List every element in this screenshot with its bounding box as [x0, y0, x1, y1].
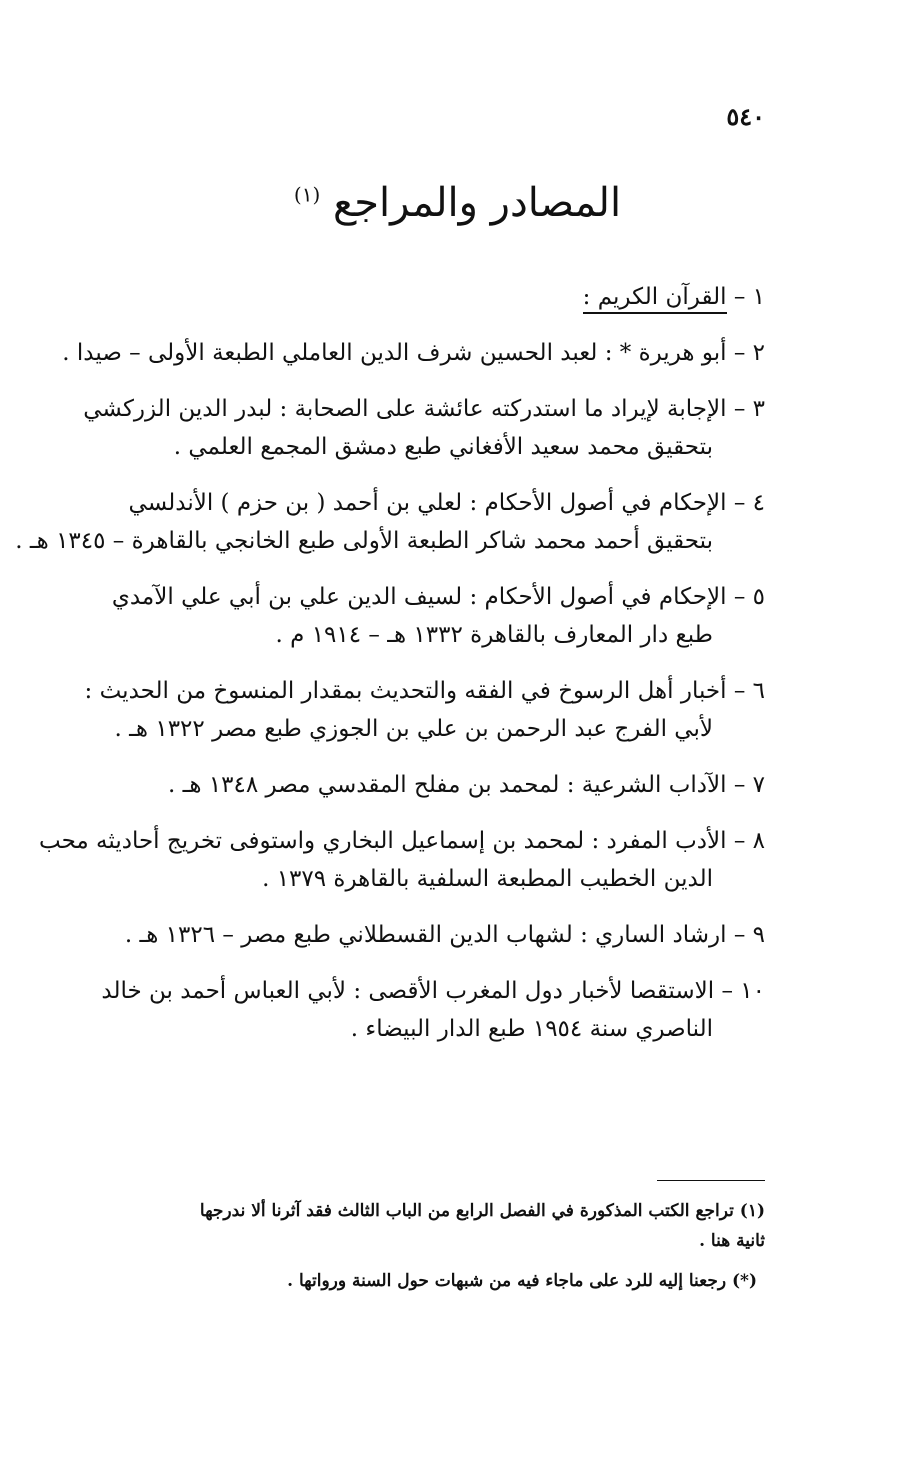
reference-line: [120, 278, 765, 316]
reference-entry: [83, 390, 765, 466]
reference-text: أخبار أهل الرسوخ في الفقه والتحديث بمقدار المنسوخ من الحديث :: [84, 678, 727, 704]
page-title: [0, 180, 915, 226]
title-footnote-marker: (١): [293, 182, 321, 207]
reference-continuation: بتحقيق محمد سعيد الأفغاني طبع دمشق المجمع العلمي .: [173, 434, 713, 460]
footnote-divider: [657, 1180, 765, 1181]
reference-line: [101, 972, 765, 1010]
reference-number: ٤ –: [733, 490, 765, 516]
reference-entry: [38, 822, 765, 898]
reference-continuation: لأبي الفرج عبد الرحمن بن علي بن الجوزي طبع مصر ١٣٢٢ هـ .: [114, 716, 713, 742]
reference-text: الآداب الشرعية : لمحمد بن مفلح المقدسي مصر ١٣٤٨ هـ .: [168, 772, 727, 798]
reference-text: الإحكام في أصول الأحكام : لعلي بن أحمد ( بن حزم ) الأندلسي: [128, 490, 727, 516]
reference-line: [111, 578, 765, 616]
reference-entry: [84, 672, 765, 748]
reference-continuation: بتحقيق أحمد محمد شاكر الطبعة الأولى طبع الخانجي بالقاهرة – ١٣٤٥ هـ .: [15, 528, 713, 554]
footnote-text: تراجع الكتب المذكورة في الفصل الرابع من الباب الثالث فقد آثرنا ألا ندرجها: [199, 1201, 734, 1221]
reference-number: ١٠ –: [721, 978, 765, 1004]
reference-number: ٢ –: [733, 340, 765, 366]
reference-line: [120, 916, 765, 954]
page-number: ٥٤٠: [726, 102, 765, 131]
page-title-text: المصادر والمراجع: [333, 180, 622, 226]
reference-line: [62, 334, 765, 372]
reference-line: [84, 672, 765, 710]
reference-text: الأدب المفرد : لمحمد بن إسماعيل البخاري واستوفى تخريج أحاديثه محب: [38, 828, 727, 854]
reference-text: الإجابة لإيراد ما استدركته عائشة على الصحابة : لبدر الدين الزركشي: [83, 396, 727, 422]
reference-text: القرآن الكريم :: [583, 284, 727, 314]
reference-entry: [111, 578, 765, 654]
reference-text: الإحكام في أصول الأحكام : لسيف الدين علي بن أبي علي الآمدي: [111, 584, 727, 610]
reference-line: [38, 822, 765, 860]
reference-line: [120, 766, 765, 804]
reference-line: [120, 484, 765, 522]
reference-continuation: الدين الخطيب المطبعة السلفية بالقاهرة ١٣٧٩ .: [262, 866, 713, 892]
reference-text: الاستقصا لأخبار دول المغرب الأقصى : لأبي العباس أحمد بن خالد: [101, 978, 715, 1004]
reference-number: ١ –: [733, 284, 765, 310]
reference-number: ٨ –: [733, 828, 765, 854]
reference-entry: [120, 916, 765, 954]
reference-continuation: الناصري سنة ١٩٥٤ طبع الدار البيضاء .: [350, 1016, 713, 1042]
footnote-marker: (*): [732, 1271, 757, 1291]
references-list: [15, 278, 765, 1066]
reference-line: [83, 390, 765, 428]
reference-number: ٦ –: [733, 678, 765, 704]
footnote: [120, 1266, 765, 1296]
reference-entry: [120, 766, 765, 804]
reference-entry: [101, 972, 765, 1048]
reference-text: أبو هريرة * : لعبد الحسين شرف الدين العاملي الطبعة الأولى – صيدا .: [62, 340, 727, 366]
reference-entry: [15, 484, 765, 560]
footnote-marker: (١): [739, 1201, 765, 1221]
footnote-text: رجعنا إليه للرد على ماجاء فيه من شبهات حول السنة ورواتها .: [287, 1271, 727, 1291]
footnote-continuation: ثانية هنا .: [699, 1231, 765, 1251]
reference-text: ارشاد الساري : لشهاب الدين القسطلاني طبع مصر – ١٣٢٦ هـ .: [124, 922, 727, 948]
reference-entry: [62, 334, 765, 372]
footnotes: [120, 1196, 765, 1296]
reference-number: ٧ –: [733, 772, 765, 798]
reference-number: ٥ –: [733, 584, 765, 610]
reference-number: ٩ –: [733, 922, 765, 948]
footnote: [120, 1196, 765, 1226]
reference-number: ٣ –: [733, 396, 765, 422]
reference-entry: [120, 278, 765, 316]
reference-continuation: طبع دار المعارف بالقاهرة ١٣٣٢ هـ – ١٩١٤ م .: [275, 622, 713, 648]
